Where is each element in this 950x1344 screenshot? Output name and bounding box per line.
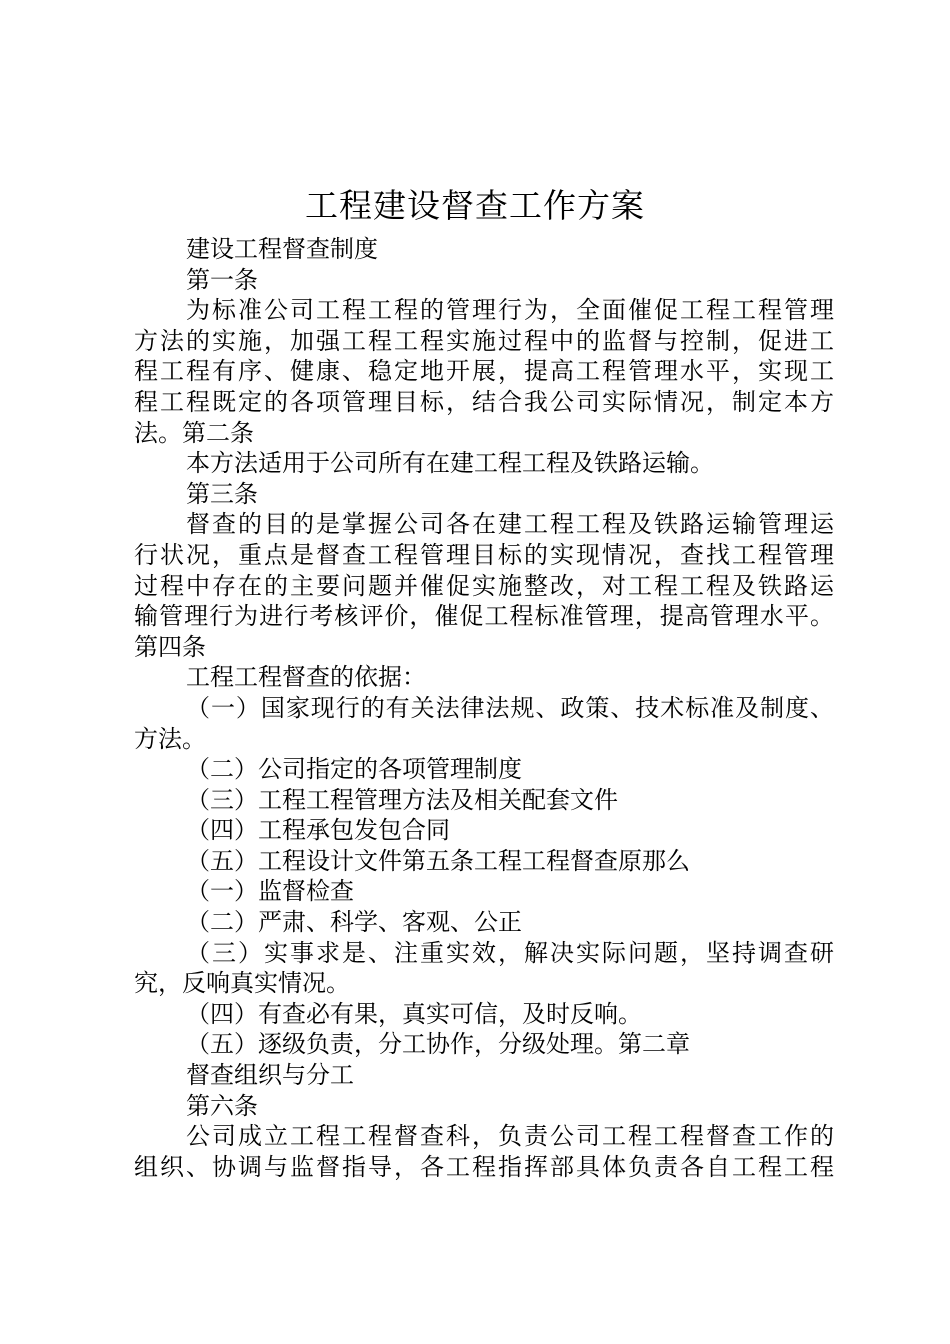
text-line: 第一条 bbox=[186, 265, 258, 294]
text-line: 法。第二条 bbox=[134, 418, 254, 447]
text-line: 输管理行为进行考核评价，催促工程标准管理，提高管理水平。 bbox=[134, 602, 834, 631]
text-line: 程工程有序、健康、稳定地开展，提高工程管理水平，实现工 bbox=[134, 357, 834, 386]
text-line: （二）严肃、科学、客观、公正 bbox=[186, 908, 522, 937]
text-line: 程工程既定的各项管理目标，结合我公司实际情况，制定本方 bbox=[134, 387, 834, 416]
text-line: 督查组织与分工 bbox=[186, 1061, 354, 1090]
text-line: （二）公司指定的各项管理制度 bbox=[186, 755, 522, 784]
text-line: 督查的目的是掌握公司各在建工程工程及铁路运输管理运 bbox=[186, 510, 834, 539]
text-line: （一）监督检查 bbox=[186, 877, 354, 906]
document-body bbox=[134, 234, 834, 1182]
text-line: （三）工程工程管理方法及相关配套文件 bbox=[186, 785, 618, 814]
text-line: （五）逐级负责，分工协作，分级处理。第二章 bbox=[186, 1030, 690, 1059]
text-line: （三）实事求是、注重实效，解决实际问题，坚持调查研 bbox=[186, 938, 834, 967]
text-line: （一）国家现行的有关法律法规、政策、技术标准及制度、 bbox=[186, 693, 834, 722]
text-line: 本方法适用于公司所有在建工程工程及铁路运输。 bbox=[186, 449, 714, 478]
text-line: 为标准公司工程工程的管理行为，全面催促工程工程管理 bbox=[186, 296, 834, 325]
text-line: 第四条 bbox=[134, 632, 206, 661]
text-line: （五）工程设计文件第五条工程工程督查原那么 bbox=[186, 846, 690, 875]
text-line: （四）有查必有果，真实可信，及时反响。 bbox=[186, 999, 642, 1028]
document-title: 工程建设督查工作方案 bbox=[305, 186, 645, 225]
text-line: 过程中存在的主要问题并催促实施整改，对工程工程及铁路运 bbox=[134, 571, 834, 600]
text-line: 究，反响真实情况。 bbox=[134, 969, 350, 998]
text-line: 第三条 bbox=[186, 479, 258, 508]
text-line: 方法的实施，加强工程工程实施过程中的监督与控制，促进工 bbox=[134, 326, 834, 355]
text-line: （四）工程承包发包合同 bbox=[186, 816, 450, 845]
text-line: 组织、协调与监督指导，各工程指挥部具体负责各自工程工程 bbox=[134, 1152, 834, 1181]
text-line: 方法。 bbox=[134, 724, 206, 753]
text-line: 工程工程督查的依据： bbox=[186, 663, 426, 692]
text-line: 第六条 bbox=[186, 1091, 258, 1120]
text-line: 行状况，重点是督查工程管理目标的实现情况，查找工程管理 bbox=[134, 540, 834, 569]
text-line: 建设工程督查制度 bbox=[186, 235, 378, 263]
text-line: 公司成立工程工程督查科，负责公司工程工程督查工作的 bbox=[186, 1122, 834, 1151]
